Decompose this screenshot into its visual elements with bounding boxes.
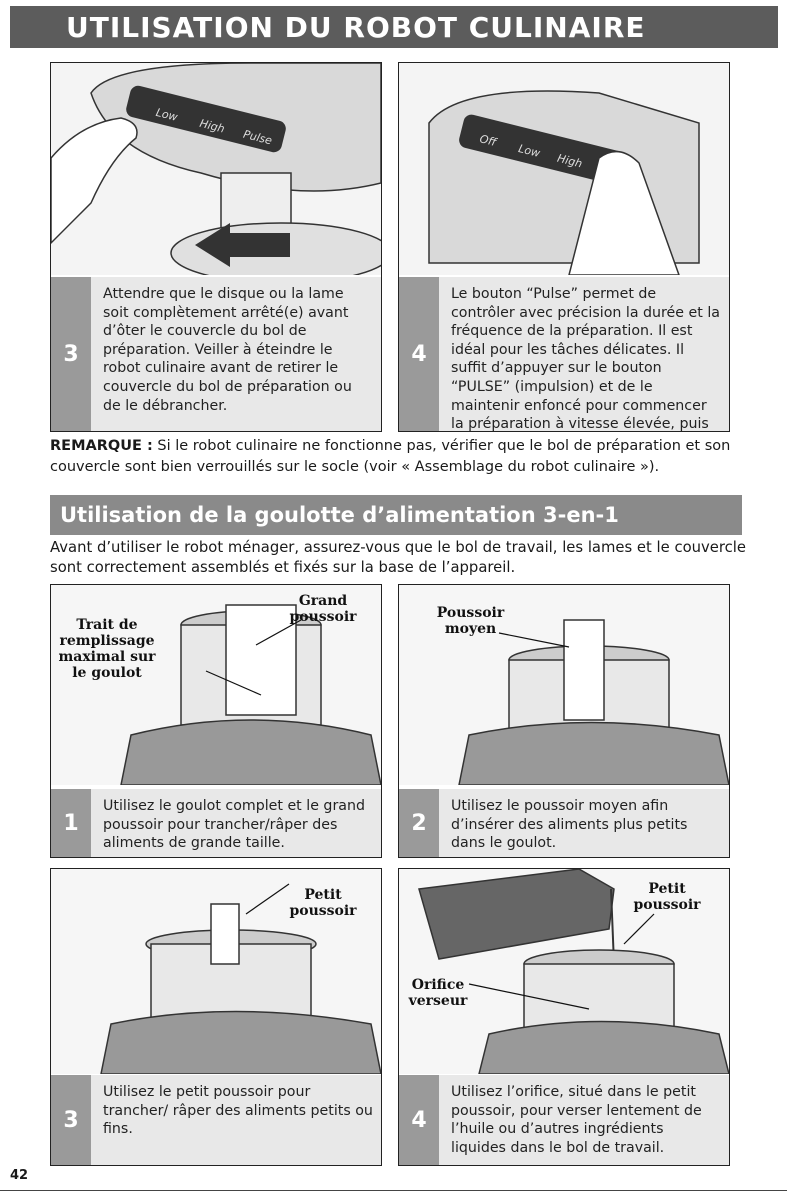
section-title: Utilisation de la goulotte d’alimentation 3-en-1 xyxy=(60,503,619,527)
page-title: UTILISATION DU ROBOT CULINAIRE xyxy=(66,10,646,44)
note-label: REMARQUE : xyxy=(50,438,153,454)
page-number: 42 xyxy=(10,1168,29,1183)
note-text: Si le robot culinaire ne fonctionne pas, vérifier que le bol de préparation et son couvercle sont bien verrouillés sur le socle (voir « Assemblage du robot culinaire »). xyxy=(50,438,731,475)
step-number: 1 xyxy=(51,789,91,857)
step-4-pour-spout-panel xyxy=(398,868,730,1166)
grand-poussoir-label: Grand poussoir xyxy=(289,593,357,625)
step-number: 2 xyxy=(399,789,439,857)
low-button-label: Low xyxy=(517,142,542,160)
petit-poussoir-label: Petit poussoir xyxy=(633,881,701,913)
step-text: Utilisez le goulot complet et le grand poussoir pour trancher/râper des aliments de grande taille. xyxy=(103,798,365,852)
section-intro: Avant d’utiliser le robot ménager, assurez-vous que le bol de travail, les lames et le couvercle sont correctement assemblés et fixés sur la base de l’appareil. xyxy=(50,539,746,576)
step-number: 4 xyxy=(399,1075,439,1165)
step-number: 3 xyxy=(51,277,91,431)
step-3-control-panel xyxy=(50,62,382,432)
orifice-verseur-label: Orifice verseur xyxy=(408,977,468,1009)
step-text: Utilisez le petit poussoir pour trancher/ râper des aliments petits ou fins. xyxy=(103,1084,373,1138)
high-button-label: High xyxy=(198,116,226,136)
pulse-button-label: Pulse xyxy=(241,127,274,148)
step-2-medium-pusher-panel xyxy=(398,584,730,858)
pulse-button-illustration xyxy=(399,63,729,275)
step-caption xyxy=(399,1075,729,1165)
step-text: Le bouton “Pulse” permet de contrôler avec précision la durée et la fréquence de la préparation. Il est idéal pour les tâches délicates. Il suffit d’appuyer sur le bouton “PULSE” (impulsion) et de le maintenir enfoncé pour commencer la préparation à vitesse élevée, puis xyxy=(451,286,720,432)
step-number: 4 xyxy=(399,277,439,431)
step-1-large-pusher-panel xyxy=(50,584,382,858)
page-title-banner xyxy=(10,6,778,48)
step-text: Attendre que le disque ou la lame soit complètement arrêté(e) avant d’ôter le couvercle du bol de préparation. Veiller à éteindre le robot culinaire avant de retirer le couvercle du bol de préparation ou de le débrancher. xyxy=(103,286,352,414)
step-3-small-pusher-panel xyxy=(50,868,382,1166)
max-fill-label: Trait de remplissage maximal sur le goulot xyxy=(58,617,156,681)
petit-poussoir-label: Petit poussoir xyxy=(289,887,357,919)
step-number: 3 xyxy=(51,1075,91,1165)
step-caption xyxy=(399,277,729,431)
moyen-poussoir-label: Poussoir moyen xyxy=(436,605,505,637)
step-caption xyxy=(51,277,381,431)
section-title-banner xyxy=(50,495,742,535)
step-text: Utilisez le poussoir moyen afin d’insérer des aliments plus petits dans le goulot. xyxy=(451,798,688,852)
note-paragraph xyxy=(50,436,770,478)
low-button-label: Low xyxy=(154,105,179,124)
high-button-label: High xyxy=(555,151,584,171)
step-caption xyxy=(399,789,729,857)
step-caption xyxy=(51,789,381,857)
step-caption xyxy=(51,1075,381,1165)
control-panel-illustration xyxy=(51,63,381,275)
bottom-rule xyxy=(0,1190,787,1191)
step-4-pulse-panel xyxy=(398,62,730,432)
step-text: Utilisez l’orifice, situé dans le petit poussoir, pour verser lentement de l’huile ou d’autres ingrédients liquides dans le bol de travail. xyxy=(451,1084,702,1156)
off-button-label: Off xyxy=(478,132,498,149)
